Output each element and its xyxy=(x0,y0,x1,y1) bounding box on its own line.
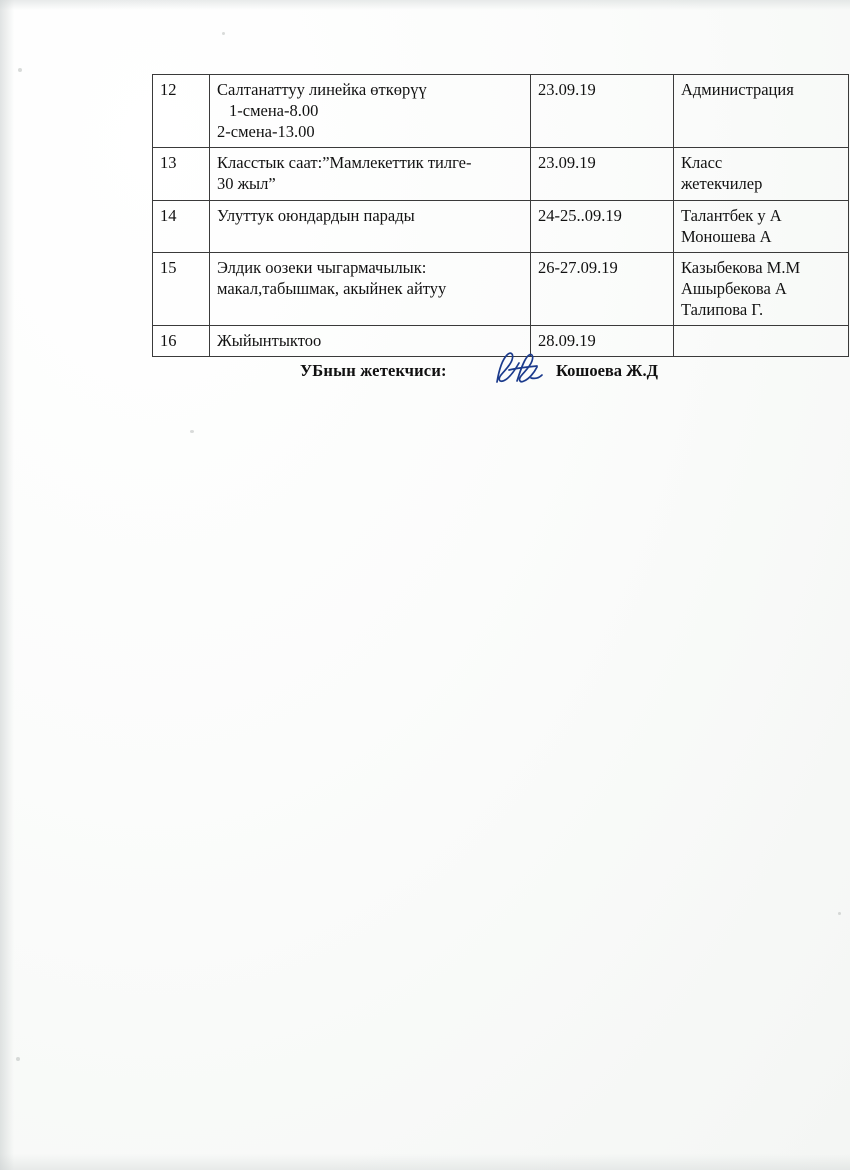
table-row xyxy=(153,148,849,200)
row-number-cell: 15 xyxy=(153,252,210,325)
handwritten-signature-icon xyxy=(487,348,549,392)
row-date-cell: 26-27.09.19 xyxy=(531,252,674,325)
signature-block xyxy=(152,352,800,398)
row-task-cell xyxy=(210,252,531,325)
responsible-line: Администрация xyxy=(681,80,794,99)
responsible-line: жетекчилер xyxy=(681,174,763,194)
task-line: Элдик оозеки чыгармачылык: xyxy=(217,257,427,277)
row-task-cell xyxy=(210,148,531,200)
task-line: 2-смена-13.00 xyxy=(217,122,315,142)
row-responsible-cell xyxy=(674,75,849,148)
responsible-line: Талипова Г. xyxy=(681,299,764,319)
activity-plan-table xyxy=(152,74,849,357)
task-line: Жыйынтыктоо xyxy=(217,331,322,351)
task-line: Салтанаттуу линейка өткөрүү xyxy=(217,80,427,99)
row-date-cell: 23.09.19 xyxy=(531,75,674,148)
row-number-cell: 13 xyxy=(153,148,210,200)
task-line: Класстык саат:”Мамлекеттик тилге- xyxy=(217,153,472,173)
table-row xyxy=(153,75,849,148)
table-row xyxy=(153,252,849,325)
responsible-line: Талантбек у А xyxy=(681,205,782,225)
task-line: Улуттук оюндардын парады xyxy=(217,205,415,225)
responsible-line: Казыбекова М.М xyxy=(681,257,801,277)
row-responsible-cell xyxy=(674,252,849,325)
row-number-cell: 16 xyxy=(153,326,210,357)
row-responsible-cell xyxy=(674,148,849,200)
row-responsible-cell xyxy=(674,200,849,252)
row-number-cell: 12 xyxy=(153,75,210,148)
row-date-cell: 23.09.19 xyxy=(531,148,674,200)
task-line: 30 жыл” xyxy=(217,174,276,194)
responsible-line: Моношева А xyxy=(681,226,772,246)
row-task-cell xyxy=(210,200,531,252)
row-date-cell: 28.09.19 xyxy=(531,326,674,357)
row-date-cell: 24-25..09.19 xyxy=(531,200,674,252)
row-number-cell: 14 xyxy=(153,200,210,252)
signature-name: Кошоева Ж.Д xyxy=(556,361,658,380)
signature-label: УБнын жетекчиси: xyxy=(300,361,447,380)
task-line: 1-смена-8.00 xyxy=(229,101,319,121)
row-task-cell xyxy=(210,75,531,148)
responsible-line: Класс xyxy=(681,153,723,173)
table-row xyxy=(153,200,849,252)
responsible-line: Ашырбекова А xyxy=(681,278,787,298)
task-line: макал,табышмак, акыйнек айтуу xyxy=(217,278,447,298)
